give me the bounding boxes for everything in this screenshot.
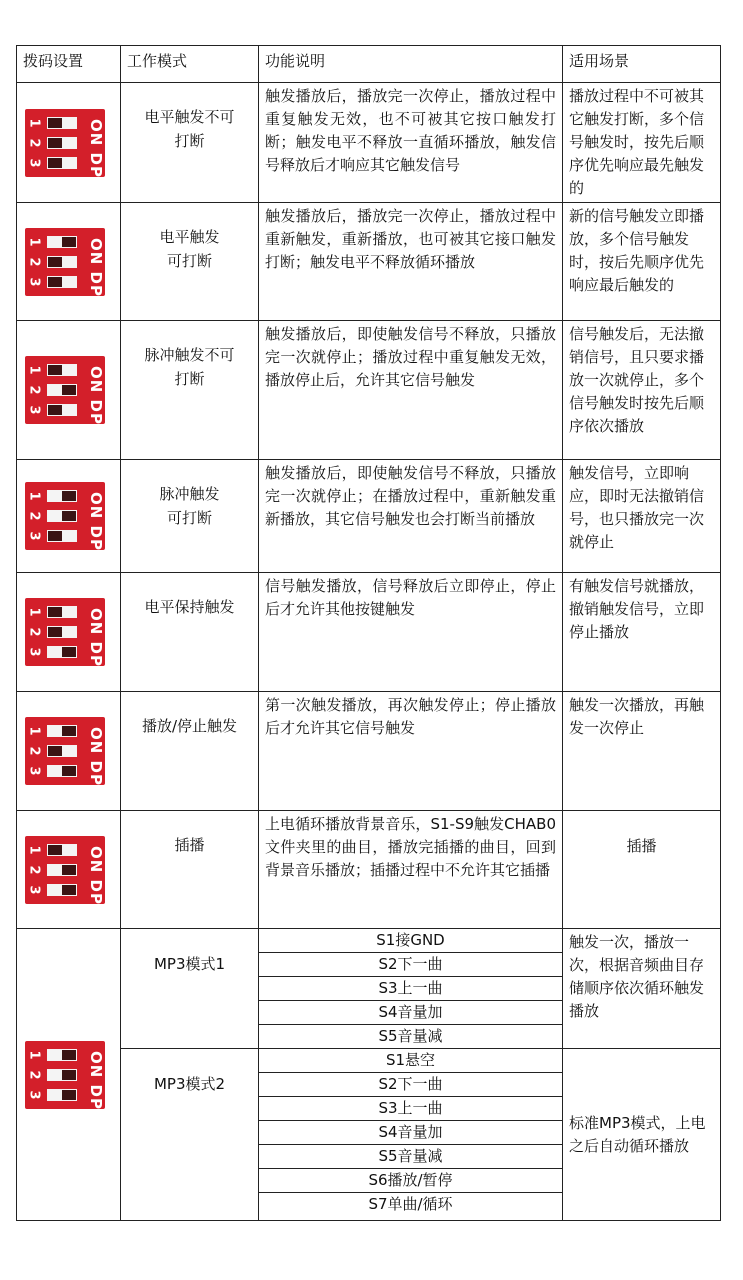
dip-switch-number: 1 (26, 236, 42, 247)
dip-switch-knob (48, 277, 62, 287)
dip-on-label: ON DP (87, 366, 105, 425)
dip-switch-graphic (25, 598, 105, 666)
table-row (17, 460, 721, 573)
dip-on-label: ON DP (87, 118, 105, 178)
dip-switch-number: 3 (26, 405, 42, 415)
mp3-mode2-label: MP3模式2 (121, 1049, 259, 1221)
scene-cell: 信号触发后，无法撤销信号，且只要求播放一次就停止，多个信号触发时按先后顺序依次播放 (563, 321, 721, 460)
dip-switch-number: 1 (26, 1049, 42, 1060)
dip-switch-knob (62, 1090, 76, 1100)
dip-switch-slot (47, 256, 77, 268)
dip-switch-slot (47, 646, 77, 658)
dip-switch-slot (47, 530, 77, 542)
mode-cell: 脉冲触发不可 打断 (121, 321, 259, 460)
dip-switch-knob (62, 766, 76, 776)
dip-switch-knob (48, 531, 62, 541)
dip-switch-graphic (25, 228, 105, 296)
desc-cell: 触发播放后，播放完一次停止，播放过程中重复触发无效，也不可被其它按口触发打断；触发电平不释放一直循环播放，触发信号释放后才响应其它触发信号 (259, 83, 563, 203)
key-item: S7单曲/循环 (368, 1195, 453, 1213)
dip-switch-number: 2 (26, 137, 42, 148)
scene-cell: 触发信号，立即响应，即时无法撤销信号，也只播放完一次就停止 (563, 460, 721, 573)
key-item: S2下一曲 (259, 1073, 562, 1097)
dip-switch-knob (62, 885, 76, 895)
key-item: S1悬空 (259, 1049, 562, 1073)
key-item: S3上一曲 (259, 1097, 562, 1121)
dip-switch-knob (48, 607, 62, 617)
scene-cell: 触发一次播放，再触发一次停止 (563, 692, 721, 811)
dip-on-label: ON DP (87, 608, 105, 667)
dip-switch-number: 3 (26, 157, 42, 168)
dip-cell (17, 811, 121, 929)
dip-switch-knob (62, 385, 76, 395)
dip-switch-knob (48, 118, 62, 128)
dip-switch-spec-table (16, 45, 721, 1221)
dip-switch-slot (47, 236, 77, 248)
dip-on-label: ON DP (87, 727, 105, 786)
dip-switch-knob (62, 1070, 76, 1080)
key-item: S2下一曲 (259, 953, 562, 977)
mode-cell: 电平保持触发 (121, 573, 259, 692)
dip-switch-knob (62, 647, 76, 657)
key-item: S3上一曲 (259, 977, 562, 1001)
header-scene: 适用场景 (563, 46, 721, 83)
dip-switch-knob (48, 746, 62, 756)
dip-switch-graphic (25, 482, 105, 550)
dip-switch-slot (47, 884, 77, 896)
dip-switch-slot (47, 117, 77, 129)
mode-cell: 插播 (121, 811, 259, 929)
dip-switch-slot (47, 745, 77, 757)
dip-switch-slot (47, 844, 77, 856)
mp3-mode2-row (17, 1049, 721, 1221)
dip-switch-graphic (25, 356, 105, 424)
key-item: S4音量加 (259, 1001, 562, 1025)
scene-cell: 新的信号触发立即播放，多个信号触发时，按后先顺序优先响应最后触发的 (563, 203, 721, 321)
dip-switch-knob (48, 365, 62, 375)
table-row (17, 811, 721, 929)
mp3-mode1-row (17, 929, 721, 1049)
scene-cell: 插播 (563, 811, 721, 929)
dip-switch-number: 1 (26, 726, 42, 736)
dip-switch-number: 1 (26, 491, 42, 501)
dip-switch-knob (62, 865, 76, 875)
table-row (17, 573, 721, 692)
dip-switch-graphic (25, 717, 105, 785)
dip-switch-number: 3 (26, 1089, 42, 1100)
key-item: S6播放/暂停 (259, 1169, 562, 1193)
dip-cell (17, 573, 121, 692)
dip-cell (17, 692, 121, 811)
dip-switch-number: 3 (26, 647, 42, 657)
dip-switch-number: 2 (26, 864, 42, 875)
key-item: S4音量加 (259, 1121, 562, 1145)
mp3-mode2-keys (259, 1049, 563, 1221)
dip-switch-knob (62, 511, 76, 521)
mode-cell: 电平触发不可 打断 (121, 83, 259, 203)
key-item: S1接GND (259, 929, 562, 953)
desc-cell: 触发播放后，即使触发信号不释放，只播放完一次就停止；播放过程中重复触发无效，播放停止后，允许其它信号触发 (259, 321, 563, 460)
key-item: S5音量减 (259, 1145, 562, 1169)
dip-switch-slot (47, 276, 77, 288)
dip-switch-slot (47, 1069, 77, 1081)
dip-switch-number: 2 (26, 746, 42, 756)
scene-cell: 播放过程中不可被其它触发打断，多个信号触发时，按先后顺序优先响应最先触发的 (563, 83, 721, 203)
dip-switch-slot (47, 606, 77, 618)
dip-switch-slot (47, 157, 77, 169)
dip-on-label: ON DP (87, 1050, 105, 1110)
dip-on-label: ON DP (87, 237, 105, 297)
mode-cell: 播放/停止触发 (121, 692, 259, 811)
dip-switch-slot (47, 490, 77, 502)
dip-switch-knob (48, 405, 62, 415)
key-item: S5音量减 (378, 1027, 443, 1045)
dip-switch-number: 1 (26, 117, 42, 128)
desc-cell: 触发播放后，播放完一次停止，播放过程中重新触发，重新播放，也可被其它接口触发打断；触发电平不释放循环播放 (259, 203, 563, 321)
dip-switch-slot (47, 364, 77, 376)
mp3-mode2-scene: 标准MP3模式，上电之后自动循环播放 (563, 1049, 721, 1221)
table-row (17, 83, 721, 203)
dip-switch-graphic (25, 836, 105, 904)
dip-switch-slot (47, 404, 77, 416)
dip-on-label: ON DP (87, 845, 105, 905)
dip-switch-number: 2 (26, 256, 42, 267)
dip-switch-number: 3 (26, 531, 42, 541)
dip-switch-number: 3 (26, 766, 42, 776)
dip-switch-slot (47, 384, 77, 396)
desc-cell: 信号触发播放，信号释放后立即停止，停止后才允许其他按键触发 (259, 573, 563, 692)
dip-switch-knob (48, 158, 62, 168)
dip-switch-knob (48, 138, 62, 148)
dip-cell (17, 321, 121, 460)
table-row (17, 692, 721, 811)
dip-switch-slot (47, 1049, 77, 1061)
dip-switch-knob (62, 237, 76, 247)
dip-switch-knob (62, 491, 76, 501)
header-dip: 拨码设置 (17, 46, 121, 83)
dip-switch-slot (47, 137, 77, 149)
dip-cell (17, 203, 121, 321)
dip-switch-number: 1 (26, 844, 42, 855)
dip-switch-knob (48, 257, 62, 267)
desc-cell: 第一次触发播放，再次触发停止；停止播放后才允许其它信号触发 (259, 692, 563, 811)
mode-cell: 电平触发 可打断 (121, 203, 259, 321)
dip-switch-slot (47, 725, 77, 737)
mp3-mode1-label: MP3模式1 (121, 929, 259, 1049)
scene-cell: 有触发信号就播放，撤销触发信号，立即停止播放 (563, 573, 721, 692)
dip-switch-number: 1 (26, 607, 42, 617)
dip-switch-number: 2 (26, 511, 42, 521)
dip-switch-number: 2 (26, 627, 42, 637)
dip-switch-slot (47, 1089, 77, 1101)
dip-switch-graphic (25, 1041, 105, 1109)
dip-switch-number: 3 (26, 276, 42, 287)
table-row (17, 321, 721, 460)
dip-switch-number: 2 (26, 385, 42, 395)
desc-cell: 触发播放后，即使触发信号不释放，只播放完一次就停止；在播放过程中，重新触发重新播放，其它信号触发也会打断当前播放 (259, 460, 563, 573)
header-row (17, 46, 721, 83)
table-row (17, 203, 721, 321)
dip-switch-slot (47, 864, 77, 876)
dip-switch-graphic (25, 109, 105, 177)
dip-cell-mp3 (17, 929, 121, 1221)
header-desc: 功能说明 (259, 46, 563, 83)
dip-switch-knob (48, 845, 62, 855)
header-mode: 工作模式 (121, 46, 259, 83)
dip-switch-knob (62, 1050, 76, 1060)
mp3-mode1-scene: 触发一次，播放一次，根据音频曲目存储顺序依次循环触发播放 (563, 929, 721, 1049)
dip-switch-number: 3 (26, 884, 42, 895)
dip-cell (17, 83, 121, 203)
dip-switch-number: 1 (26, 365, 42, 375)
mode-cell: 脉冲触发 可打断 (121, 460, 259, 573)
dip-switch-slot (47, 626, 77, 638)
dip-switch-slot (47, 765, 77, 777)
dip-on-label: ON DP (87, 492, 105, 551)
dip-switch-slot (47, 510, 77, 522)
dip-switch-knob (62, 726, 76, 736)
desc-cell: 上电循环播放背景音乐，S1-S9触发CHAB0文件夹里的曲目，播放完插播的曲目，回到背景音乐播放；插播过程中不允许其它插播 (259, 811, 563, 929)
mp3-mode1-keys (259, 929, 563, 1049)
dip-cell (17, 460, 121, 573)
dip-switch-knob (48, 627, 62, 637)
table-body (17, 83, 721, 1221)
dip-switch-number: 2 (26, 1069, 42, 1080)
